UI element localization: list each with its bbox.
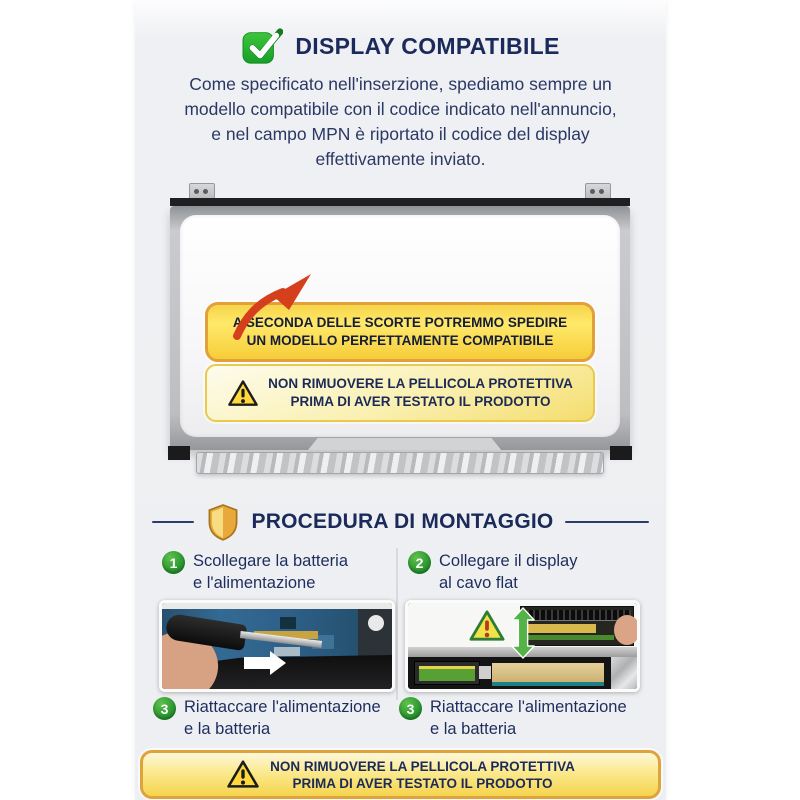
panel-bottom-detail [308, 438, 501, 450]
step-badge: 3 [153, 697, 176, 720]
procedure-header [135, 503, 666, 541]
lcd-panel-illustration [168, 182, 632, 474]
banner-text-line: UN MODELLO PERFETTAMENTE COMPATIBILE [246, 333, 554, 348]
connector-pcb [419, 666, 475, 681]
banner-text-line: A SECONDA DELLE SCORTE POTREMMO SPEDIRE [232, 315, 568, 330]
step-text-line: e la batteria [184, 720, 271, 738]
banner-text-line: NON RIMUOVERE LA PELLICOLA PROTETTIVA [270, 758, 575, 774]
step-text-line: Scollegare la batteria [193, 552, 349, 570]
shield-icon [206, 503, 240, 541]
panel-top-rail [170, 198, 630, 206]
warning-triangle-icon [468, 609, 506, 643]
flat-cable [492, 663, 604, 682]
step-2 [408, 550, 578, 594]
warning-triangle-icon [227, 379, 259, 408]
screw-hole [203, 189, 208, 194]
finger-illustration [614, 615, 640, 645]
connector-socket [414, 661, 480, 685]
column-divider [396, 548, 398, 700]
banner-text-line: PRIMA DI AVER TESTATO IL PRODOTTO [290, 394, 551, 409]
divider-line [565, 521, 649, 523]
step-label [439, 550, 578, 594]
film-warning-banner [205, 364, 595, 422]
step-3-left [153, 696, 381, 740]
step-text-line: e la batteria [430, 720, 517, 738]
step-label [193, 550, 348, 594]
page-title: DISPLAY COMPATIBILE [295, 32, 560, 59]
step-text-line: Riattaccare l'alimentazione [184, 698, 381, 716]
round-sticker [368, 615, 384, 631]
foil-area [611, 657, 637, 689]
step2-photo [405, 600, 640, 692]
step-text-line: al cavo flat [439, 574, 518, 592]
step-label [430, 696, 627, 740]
green-arrow-icon [510, 605, 536, 661]
connector-pins [523, 610, 631, 621]
panel-foil-strip [196, 452, 604, 474]
warning-triangle-icon [226, 759, 260, 790]
screw-hole [599, 189, 604, 194]
step-badge: 1 [162, 551, 185, 574]
procedure-steps [135, 548, 666, 748]
intro-line: e nel campo MPN è riportato il codice del display [211, 124, 590, 144]
white-arrow-icon [270, 651, 286, 675]
panel-end-cap [610, 446, 632, 460]
screw-hole [590, 189, 595, 194]
intro-line: effettivamente inviato. [315, 149, 486, 169]
step-text-line: Collegare il display [439, 552, 578, 570]
procedure-section-title: PROCEDURA DI MONTAGGIO [251, 510, 554, 533]
step1-photo [159, 600, 395, 692]
step-3-right [399, 696, 627, 740]
chip-component [280, 617, 296, 629]
step-1 [162, 550, 348, 594]
connector-latch [479, 666, 491, 679]
panel-end-cap [168, 446, 190, 460]
intro-paragraph [135, 72, 666, 172]
header [135, 27, 666, 65]
banner-text-line: PRIMA DI AVER TESTATO IL PRODOTTO [292, 775, 553, 791]
white-arrow-icon [244, 657, 270, 669]
content-strip [135, 0, 666, 800]
banner-text [268, 375, 573, 411]
intro-line: Come specificato nell'inserzione, spediamo sempre un [189, 74, 612, 94]
divider-line [152, 521, 194, 523]
pcb-strip [528, 635, 614, 640]
intro-line: modello compatibile con il codice indicato nell'annuncio, [184, 99, 617, 119]
banner-text-line: NON RIMUOVERE LA PELLICOLA PROTETTIVA [268, 376, 573, 391]
step-label [184, 696, 381, 740]
green-checkmark-icon [241, 27, 283, 65]
step-badge: 3 [399, 697, 422, 720]
flat-cable-edge [492, 682, 604, 686]
step-text-line: e l'alimentazione [193, 574, 316, 592]
connector-closeup-inset [520, 606, 634, 646]
ribbon-cable [528, 624, 596, 633]
screw-hole [194, 189, 199, 194]
banner-text [270, 758, 575, 792]
step-text-line: Riattaccare l'alimentazione [430, 698, 627, 716]
bottom-warning-banner [140, 750, 661, 799]
red-arrow-icon [223, 270, 323, 340]
step-badge: 2 [408, 551, 431, 574]
